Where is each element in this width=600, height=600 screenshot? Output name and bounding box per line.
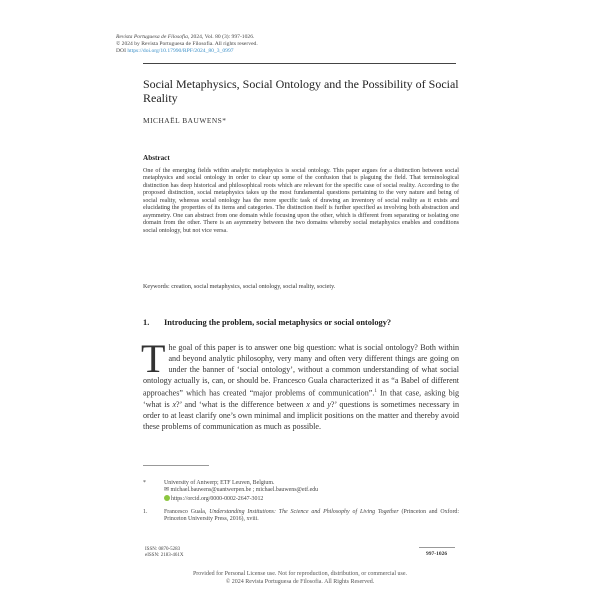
article-title: Social Metaphysics, Social Ontology and the Possibility of Social Reality bbox=[143, 77, 459, 105]
abstract-heading: Abstract bbox=[143, 154, 170, 162]
math-var: y bbox=[327, 400, 331, 410]
body-paragraph bbox=[141, 336, 460, 432]
eissn: eISSN: 2183-461X bbox=[145, 553, 184, 559]
footnote-divider bbox=[143, 465, 209, 466]
body-text-part: he goal of this paper is to answer one big question: what is social ontology? Both within and beyond analytic philosophy, very many and often very different things are going on under the banner of ‘social ontology’, without a common understanding of what social ontology actually is, can, or should be. Francesco Guala characterized it as “a Babel of different approaches” which has created “major problems of communication”. bbox=[143, 343, 459, 399]
issn: ISSN: 0870-5283 bbox=[145, 547, 181, 552]
footnote-text: Francesco Guala, bbox=[164, 509, 210, 515]
journal-header bbox=[116, 34, 258, 55]
copyright-line: © 2024 by Revista Portuguesa de Filosofia. All rights reserved. bbox=[116, 41, 258, 47]
doi-label: DOI bbox=[116, 48, 126, 54]
body-text-part: In that case, asking big ‘what is bbox=[143, 389, 459, 410]
footnote-1 bbox=[143, 509, 459, 524]
section-heading bbox=[143, 318, 391, 327]
orcid-line bbox=[164, 495, 459, 503]
citation-line bbox=[116, 34, 258, 41]
footnote-marker: 1. bbox=[143, 509, 148, 515]
email-line bbox=[164, 487, 459, 494]
section-title: Introducing the problem, social metaphysics or social ontology? bbox=[164, 318, 392, 327]
header-divider bbox=[143, 63, 456, 64]
page-range-divider bbox=[419, 547, 455, 548]
abstract-text: One of the emerging fields within analytic metaphysics is social ontology. This paper argues for a distinction between social metaphysics and social ontology in order to clear up some of the confusion that is plaguing the field. That terminological distinction has deep historical and philosophical roots which are relevant for the specific case of social reality. According to the proposed distinction, social metaphysics takes up the most fundamental questions pertaining to the very nature and being of social reality, whereas social ontology has the more specific task of drawing an inventory of social reality as it exists and elucidating the properties of its items and categories. The distinction itself is further specified as involving both abstraction and asymmetry. One can abstract from one domain while focusing upon the other, which is different from separating or isolating one domain from the other. There is an asymmetry between the two domains whereby social metaphysics enables and conditions social ontology, but not vice versa. bbox=[143, 168, 459, 234]
author-emails[interactable]: michael.bauwens@uantwerpen.be ; michael.bauwens@etf.edu bbox=[170, 487, 319, 494]
footnote-author bbox=[143, 480, 459, 503]
section-number: 1. bbox=[143, 318, 150, 327]
affiliation: University of Antwerp; ETF Leuven, Belgium. bbox=[164, 480, 275, 486]
drop-cap: T bbox=[141, 336, 166, 381]
book-title: Understanding Institutions: The Science and Philosophy of Living Together bbox=[209, 509, 399, 515]
license-line-2: © 2024 Revista Portuguesa de Filosofia. All Rights Reserved. bbox=[225, 579, 375, 585]
citation-details: , 2024, Vol. 80 (3): 997-1026. bbox=[187, 34, 255, 40]
body-text-part: and bbox=[310, 400, 328, 410]
page-range: 997-1026 bbox=[426, 551, 448, 557]
author-name: MICHAËL BAUWENS* bbox=[143, 116, 227, 125]
doi-line bbox=[116, 48, 258, 55]
doi-link[interactable]: https://doi.org/10.17990/RPF/2024_80_3_0997 bbox=[127, 48, 234, 54]
math-var: x bbox=[306, 400, 311, 410]
math-var: x bbox=[172, 400, 177, 410]
keywords: Keywords: creation, social metaphysics, social ontology, social reality, society. bbox=[143, 284, 336, 290]
footnote-text: (Princeton and Oxford: Princeton University Press, 2016), xviii. bbox=[164, 509, 459, 523]
license-line-1: Provided for Personal License use. Not for reproduction, distribution, or commercial use. bbox=[192, 571, 408, 577]
body-text-part: ?’ questions is sometimes necessary in order to at least clarify one’s own minimal and implicit positions on the matter and thereby avoid these problems of communication as much as possible. bbox=[143, 400, 460, 432]
issn-block bbox=[145, 547, 183, 559]
orcid-link[interactable]: https://orcid.org/0000-0002-2647-3012 bbox=[171, 495, 264, 502]
journal-name: Revista Portuguesa de Filosofia bbox=[116, 34, 188, 40]
body-text-part: ?’ and ‘what is the difference between bbox=[176, 400, 307, 410]
footnote-ref[interactable]: 1 bbox=[374, 389, 377, 395]
orcid-icon bbox=[164, 495, 170, 501]
license-notice bbox=[0, 570, 600, 586]
mail-icon: ✉ bbox=[164, 487, 170, 494]
footnote-marker: * bbox=[143, 480, 146, 486]
